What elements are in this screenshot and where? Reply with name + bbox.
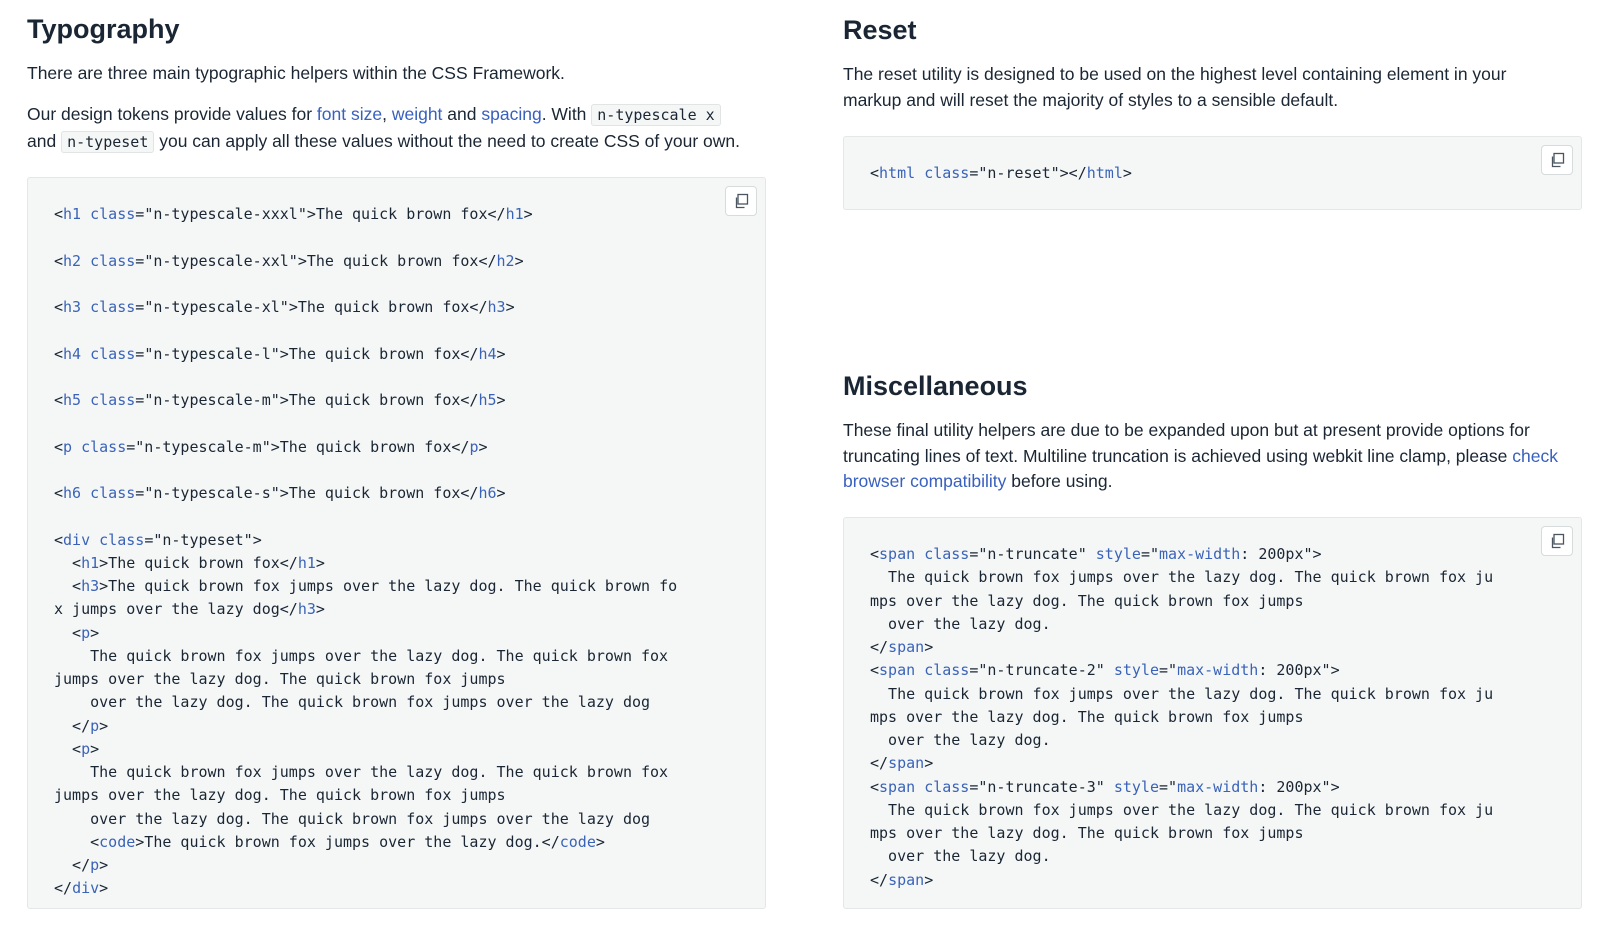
typeset-inline-code: n-typeset: [61, 131, 154, 153]
copy-icon: [1549, 152, 1565, 168]
misc-description: [843, 418, 1568, 495]
and-text: and: [442, 104, 482, 124]
typography-intro: There are three main typographic helpers within the CSS Framework.: [27, 63, 565, 83]
font-size-link[interactable]: font size: [316, 104, 383, 124]
tokens-prefix-text: Our design tokens provide values for: [27, 104, 317, 124]
misc-description-prefix: These final utility helpers are due to be expanded upon but at present provide options for truncating lines of text. Multiline truncation is achieved using webkit line clamp, please: [843, 420, 1530, 466]
reset-description: The reset utility is designed to be used on the highest level containing element in your markup and will reset the majority of styles to a sensible default.: [843, 64, 1507, 110]
copy-button[interactable]: [1541, 145, 1573, 175]
typescale-inline-code: n-typescale x: [591, 104, 720, 126]
misc-code: <span class="n-truncate" style="max-width: 200px"> The quick brown fox jumps over the lazy dog. The quick brown fox ju mps over the lazy dog. The quick brown fox jumps over the lazy dog. </span> <span class="n-truncate-2" style="max-width: 200px"> The quick brown fox jumps over the lazy dog. The quick brown fox ju mps over the lazy dog. The quick brown fox jumps over the lazy dog. </span> <span class="n-truncate-3" style="max-width: 200px"> The quick brown fox jumps over the lazy dog. The quick brown fox ju mps over the lazy dog. The quick brown fox jumps over the lazy dog. </span>: [870, 545, 1494, 889]
misc-code-block: [843, 517, 1582, 909]
typography-code-block: [27, 177, 766, 909]
browser-compat-link[interactable]: check browser compatibility: [843, 445, 1558, 491]
tokens-suffix-text: you can apply all these values without the need to create CSS of your own.: [154, 130, 740, 151]
typography-tokens-paragraph: [27, 102, 787, 155]
reset-heading: Reset: [843, 15, 917, 45]
copy-icon: [1549, 533, 1565, 549]
copy-button[interactable]: [1541, 526, 1573, 556]
comma-text: ,: [382, 104, 387, 124]
reset-code: <html class="n-reset"></html>: [870, 164, 1132, 182]
spacing-link[interactable]: spacing: [481, 104, 542, 124]
typography-code: <h1 class="n-typescale-xxxl">The quick brown fox</h1> <h2 class="n-typescale-xxl">The quick brown fox</h2> <h3 class="n-typescale-xl">The quick brown fox</h3> <h4 class="n-typescale-l">The quick brown fox</h4> <h5 class="n-typescale-m">The quick brown fox</h5> <p class="n-typescale-m">The quick brown fox</p> <h6 class="n-typescale-s">The quick brown fox</h6> <div class="n-typeset"> <h1>The quick brown fox</h1> <h3>The quick brown fox jumps over the lazy dog. The quick brown fo x jumps over the lazy dog</h3> <p> The quick brown fox jumps over the lazy dog. The quick brown fox jumps over the lazy dog. The quick brown fox jumps over the lazy dog. The quick brown fox jumps over the lazy dog </p> <p> The quick brown fox jumps over the lazy dog. The quick brown fox jumps over the lazy dog. The quick brown fox jumps over the lazy dog. The quick brown fox jumps over the lazy dog <code>The quick brown fox jumps over the lazy dog.</code> </p> </div>: [54, 205, 678, 898]
weight-link[interactable]: weight: [391, 104, 443, 124]
misc-description-suffix: before using.: [1006, 471, 1113, 491]
typography-heading: Typography: [27, 14, 180, 44]
misc-heading: Miscellaneous: [843, 371, 1028, 401]
copy-button[interactable]: [725, 186, 757, 216]
and-text-2: and: [27, 130, 57, 151]
with-text: . With: [541, 104, 592, 124]
reset-code-block: [843, 136, 1582, 210]
copy-icon: [733, 193, 749, 209]
